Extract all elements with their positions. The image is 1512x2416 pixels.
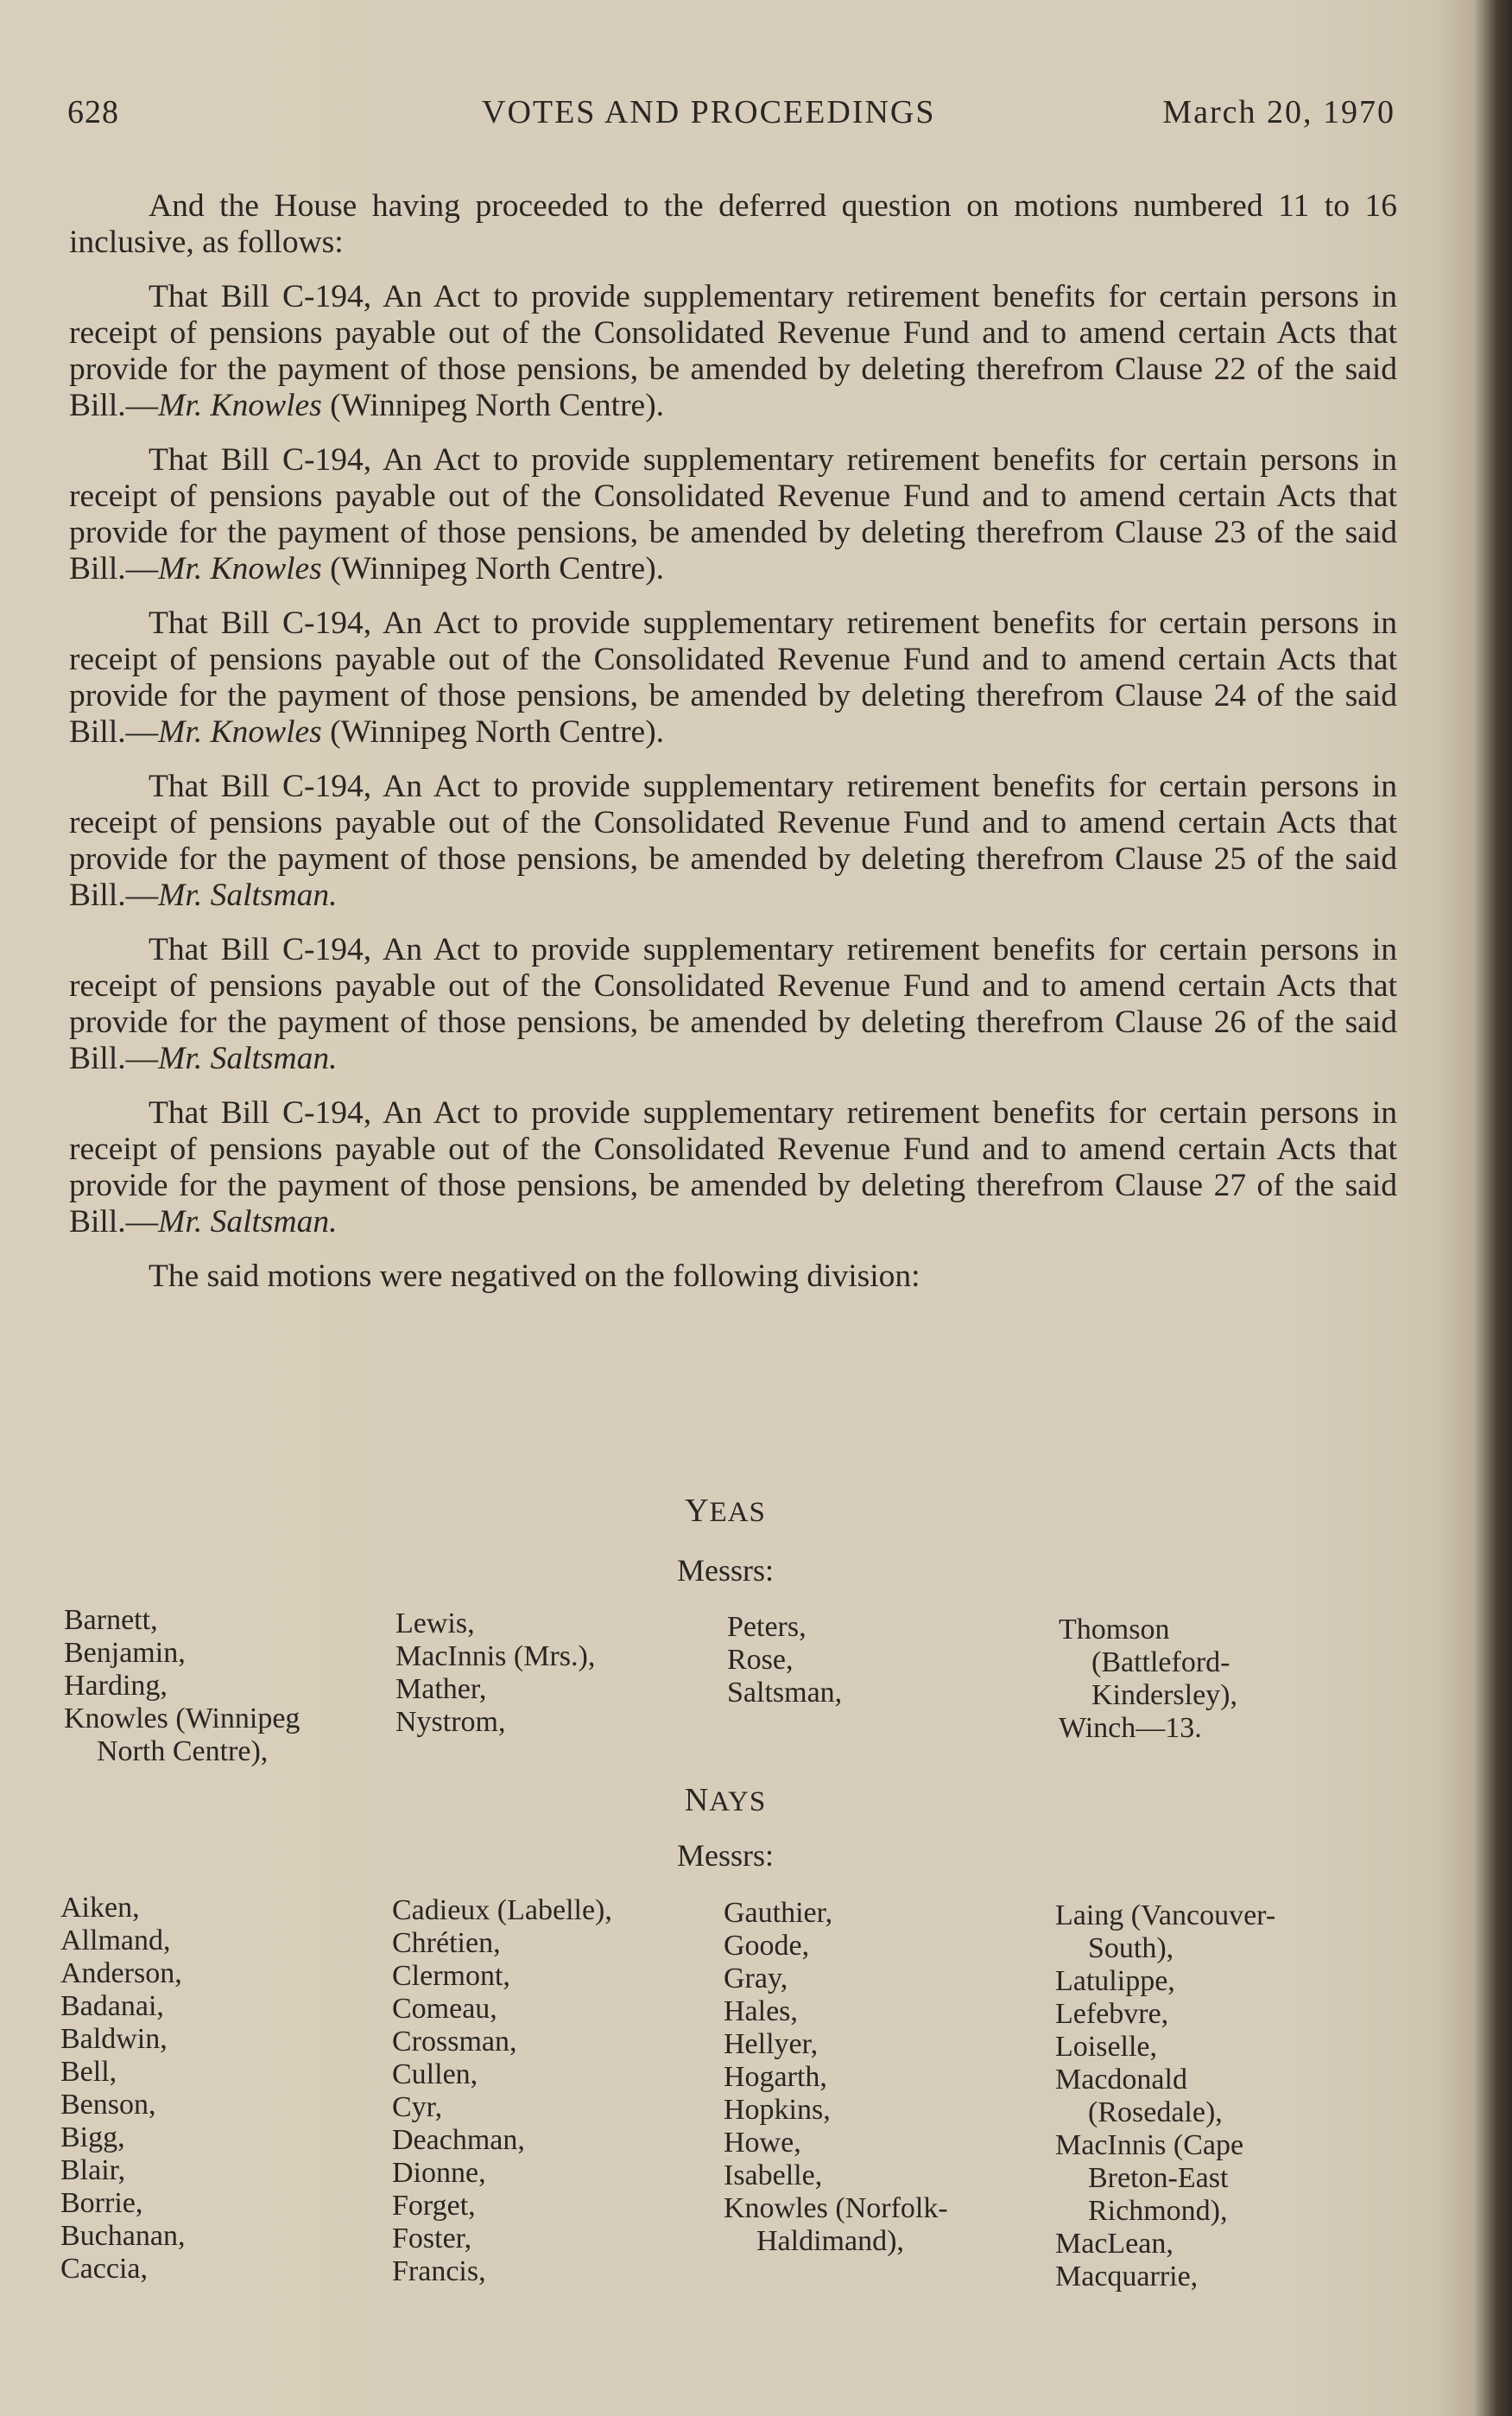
member-name: Francis, (392, 2255, 486, 2287)
member-name: Mather, (395, 1673, 487, 1705)
member-name: Baldwin, (60, 2023, 168, 2055)
member-name: Benson, (60, 2089, 156, 2121)
yeas-heading: YEAS (685, 1493, 766, 1529)
member-name: Nystrom, (395, 1706, 506, 1738)
member-name: Knowles (Norfolk- (724, 2192, 948, 2224)
member-name: Forget, (392, 2190, 476, 2222)
motion-paragraph: That Bill C-194, An Act to provide supplementary retirement benefits for certain persons in receipt of pensions payable out of the Consolidated Revenue Fund and to amend certain Acts that provide for the payment of those pensions, be amended by deleting therefrom Clause 27 of the said Bill.—Mr. Saltsman. (69, 1095, 1397, 1240)
member-name: Peters, (727, 1611, 807, 1643)
nays-messrs: Messrs: (676, 1838, 774, 1873)
nays-column-4 (1055, 1899, 1383, 2293)
member-name: Lewis, (395, 1607, 475, 1639)
member-name: Dionne, (392, 2157, 486, 2189)
motion-paragraph: That Bill C-194, An Act to provide supplementary retirement benefits for certain persons in receipt of pensions payable out of the Consolidated Revenue Fund and to amend certain Acts that provide for the payment of those pensions, be amended by deleting therefrom Clause 26 of the said Bill.—Mr. Saltsman. (69, 932, 1397, 1076)
nays-column-2 (392, 1894, 720, 2288)
member-name: Buchanan, (60, 2220, 186, 2252)
member-name: Breton-East (1088, 2162, 1229, 2194)
nays-column-3 (724, 1897, 1052, 2258)
member-name: (Battleford- (1091, 1646, 1230, 1678)
member-name: Cyr, (392, 2091, 443, 2123)
member-name: Kindersley), (1091, 1679, 1238, 1711)
member-name: South), (1088, 1932, 1174, 1964)
member-name: Lefebvre, (1055, 1998, 1169, 2030)
body-text (69, 188, 1397, 1313)
member-name: Haldimand), (756, 2225, 904, 2257)
member-name: Laing (Vancouver- (1055, 1899, 1276, 1931)
motion-paragraph: That Bill C-194, An Act to provide supplementary retirement benefits for certain persons in receipt of pensions payable out of the Consolidated Revenue Fund and to amend certain Acts that provide for the payment of those pensions, be amended by deleting therefrom Clause 23 of the said Bill.—Mr. Knowles (Winnipeg North Centre). (69, 442, 1397, 587)
member-name: Richmond), (1088, 2195, 1228, 2227)
member-name: Thomson (1059, 1614, 1170, 1646)
member-name: Hellyer, (724, 2028, 819, 2060)
page-date: March 20, 1970 (1162, 94, 1395, 130)
yeas-column-2 (395, 1607, 724, 1739)
yeas-column-3 (727, 1611, 1055, 1709)
yeas-messrs: Messrs: (676, 1553, 774, 1588)
member-name: Howe, (724, 2127, 801, 2159)
member-name: Knowles (Winnipeg (64, 1703, 301, 1734)
member-name: Gauthier, (724, 1897, 833, 1929)
member-name: Chrétien, (392, 1927, 501, 1959)
member-name: Deachman, (392, 2124, 525, 2156)
member-name: Bigg, (60, 2121, 125, 2153)
member-name: Macdonald (1055, 2064, 1187, 2096)
motion-paragraph: That Bill C-194, An Act to provide supplementary retirement benefits for certain persons in receipt of pensions payable out of the Consolidated Revenue Fund and to amend certain Acts that provide for the payment of those pensions, be amended by deleting therefrom Clause 22 of the said Bill.—Mr. Knowles (Winnipeg North Centre). (69, 279, 1397, 423)
member-name: Gray, (724, 1963, 788, 1994)
intro-paragraph: And the House having proceeded to the deferred question on motions numbered 11 to 16 inclusive, as follows: (69, 188, 1397, 260)
member-name: Goode, (724, 1930, 810, 1962)
member-name: Barnett, (64, 1604, 158, 1636)
member-name: Crossman, (392, 2026, 517, 2058)
member-name: North Centre), (97, 1735, 269, 1767)
member-name: Borrie, (60, 2187, 143, 2219)
member-name: Isabelle, (724, 2159, 823, 2191)
motion-paragraph: That Bill C-194, An Act to provide supplementary retirement benefits for certain persons in receipt of pensions payable out of the Consolidated Revenue Fund and to amend certain Acts that provide for the payment of those pensions, be amended by deleting therefrom Clause 24 of the said Bill.—Mr. Knowles (Winnipeg North Centre). (69, 606, 1397, 750)
member-name: Rose, (727, 1644, 794, 1676)
member-name: MacLean, (1055, 2228, 1174, 2260)
member-name: Benjamin, (64, 1637, 186, 1669)
page-number: 628 (67, 94, 119, 130)
member-name: Macquarrie, (1055, 2261, 1199, 2292)
member-name: Hogarth, (724, 2061, 827, 2093)
member-name: Loiselle, (1055, 2031, 1158, 2063)
member-name: Caccia, (60, 2253, 148, 2285)
nays-column-1 (60, 1892, 389, 2286)
member-name: Hales, (724, 1995, 798, 2027)
page-header (67, 93, 1395, 145)
member-name: Foster, (392, 2223, 472, 2254)
member-name: Latulippe, (1055, 1965, 1175, 1997)
member-name: Blair, (60, 2154, 126, 2186)
motion-paragraph: That Bill C-194, An Act to provide supplementary retirement benefits for certain persons in receipt of pensions payable out of the Consolidated Revenue Fund and to amend certain Acts that provide for the payment of those pensions, be amended by deleting therefrom Clause 25 of the said Bill.—Mr. Saltsman. (69, 769, 1397, 913)
member-name: Cullen, (392, 2058, 478, 2090)
member-name: MacInnis (Mrs.), (395, 1640, 596, 1672)
member-name: Bell, (60, 2056, 117, 2088)
running-title: VOTES AND PROCEEDINGS (482, 94, 936, 130)
member-name: Anderson, (60, 1957, 182, 1989)
member-name: Cadieux (Labelle), (392, 1894, 612, 1926)
member-name: Saltsman, (727, 1677, 843, 1709)
member-name: Harding, (64, 1670, 168, 1702)
division-intro: The said motions were negatived on the following division: (149, 1259, 920, 1294)
member-name: Winch—13. (1059, 1712, 1202, 1744)
member-name: MacInnis (Cape (1055, 2129, 1244, 2161)
member-name: (Rosedale), (1088, 2096, 1223, 2128)
member-name: Clermont, (392, 1960, 510, 1992)
member-name: Comeau, (392, 1993, 497, 2025)
yeas-column-1 (64, 1604, 392, 1768)
member-name: Aiken, (60, 1892, 140, 1924)
member-name: Hopkins, (724, 2094, 831, 2126)
member-name: Badanai, (60, 1990, 164, 2022)
nays-heading: NAYS (684, 1782, 767, 1818)
member-name: Allmand, (60, 1925, 171, 1956)
yeas-column-4 (1059, 1614, 1387, 1745)
